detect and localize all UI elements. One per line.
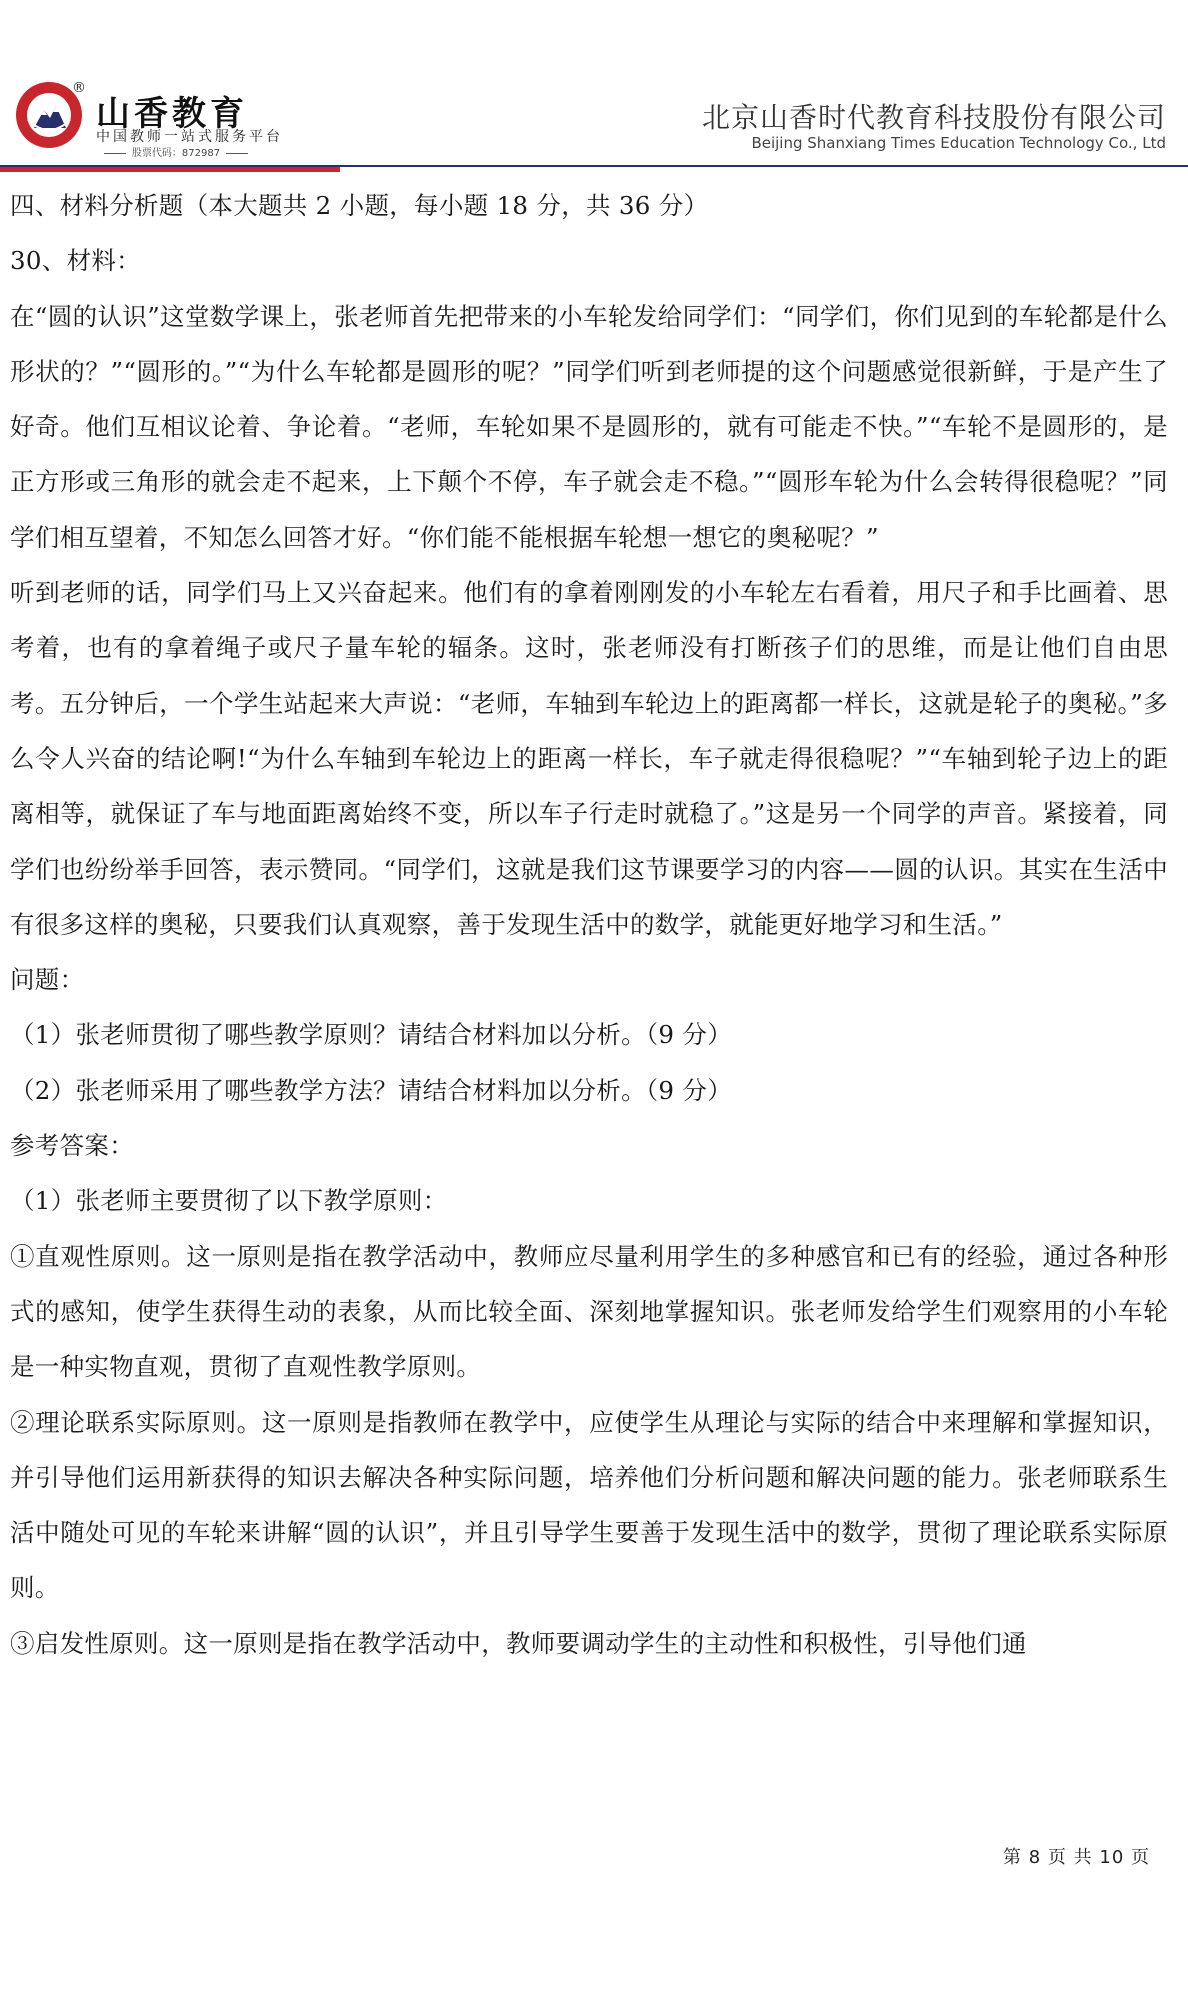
company-name-en: Beijing Shanxiang Times Education Technology Co., Ltd xyxy=(751,134,1166,152)
header-divider-red xyxy=(0,167,340,172)
question-label: 30、材料： xyxy=(10,246,141,276)
answer-label: 参考答案： xyxy=(10,1131,134,1161)
stock-code: 股票代码：872987 xyxy=(96,144,256,159)
questions-label: 问题： xyxy=(10,965,85,995)
answer-intro: （1）张老师主要贯彻了以下教学原则： xyxy=(10,1186,448,1216)
answer-point-2: ②理论联系实际原则。这一原则是指教师在教学中，应使学生从理论与实际的结合中来理解和掌握知识，并引导他们运用新获得的知识去解决各种实际问题，培养他们分析问题和解决问题的能力。张老师联系生活中随处可见的车轮来讲解“圆的认识”，并且引导学生要善于发现生活中的数学，贯彻了理论联系实际原则。 xyxy=(10,1407,1168,1603)
material-paragraph-2: 听到老师的话，同学们马上又兴奋起来。他们有的拿着刚刚发的小车轮左右看着，用尺子和手比画着、思考着，也有的拿着绳子或尺子量车轮的辐条。这时，张老师没有打断孩子们的思维，而是让他们自由思考。五分钟后，一个学生站起来大声说：“老师，车轴到车轮边上的距离都一样长，这就是轮子的奥秘。”多么令人兴奋的结论啊!“为什么车轴到车轮边上的距离一样长，车子就走得很稳呢？”“车轴到轮子边上的距离相等，就保证了车与地面距离始终不变，所以车子行走时就稳了。”这是另一个同学的声音。紧接着，同学们也纷纷举手回答，表示赞同。“同学们，这就是我们这节课要学习的内容——圆的认识。其实在生活中有很多这样的奥秘，只要我们认真观察，善于发现生活中的数学，就能更好地学习和生活。” xyxy=(10,578,1168,939)
registered-mark: ® xyxy=(72,80,86,96)
material-paragraph-1: 在“圆的认识”这堂数学课上，张老师首先把带来的小车轮发给同学们：“同学们，你们见到的车轮都是什么形状的？”“圆形的。”“为什么车轮都是圆形的呢？”同学们听到老师提的这个问题感觉很新鲜，于是产生了好奇。他们互相议论着、争论着。“老师，车轮如果不是圆形的，就有可能走不快。”“车轮不是圆形的，是正方形或三角形的就会走不起来，上下颠个不停，车子就会走不稳。”“圆形车轮为什么会转得很稳呢？”同学们相互望着，不知怎么回答才好。“你们能不能根据车轮想一想它的奥秘呢？” xyxy=(10,301,1168,552)
brand-subtitle: 中国教师一站式服务平台 xyxy=(96,129,283,145)
question-2: （2）张老师采用了哪些教学方法？请结合材料加以分析。（9 分） xyxy=(10,1075,733,1105)
answer-point-1: ①直观性原则。这一原则是指在教学活动中，教师应尽量利用学生的多种感官和已有的经验，通过各种形式的感知，使学生获得生动的表象，从而比较全面、深刻地掌握知识。张老师发给学生们观察用的小车轮是一种实物直观，贯彻了直观性教学原则。 xyxy=(10,1241,1168,1382)
answer-point-3: ③启发性原则。这一原则是指在教学活动中，教师要调动学生的主动性和积极性，引导他们通 xyxy=(10,1628,1027,1658)
page-number: 第 8 页 共 10 页 xyxy=(1003,1847,1150,1868)
document-body xyxy=(10,178,1168,1671)
page-header xyxy=(0,0,1188,170)
question-1: （1）张老师贯彻了哪些教学原则？请结合材料加以分析。（9 分） xyxy=(10,1020,733,1050)
brand-name: 山香教育 xyxy=(96,94,248,134)
section-title: 四、材料分析题（本大题共 2 小题，每小题 18 分，共 36 分） xyxy=(10,191,709,220)
company-name-cn: 北京山香时代教育科技股份有限公司 xyxy=(701,101,1166,134)
